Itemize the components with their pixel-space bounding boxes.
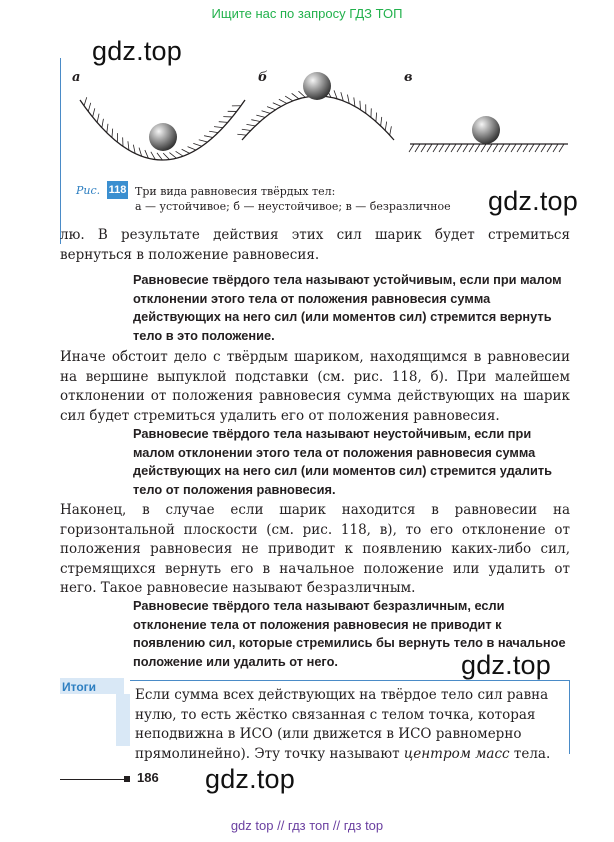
caption-line-1: Три вида равновесия твёрдых тел: — [135, 185, 336, 198]
support-hatch — [390, 126, 392, 135]
figure-label-v: в — [404, 70, 413, 85]
definition-stable: Равновесие твёрдого тела называют устойчивым, если при малом отклонении этого тела от положения равновесия сумма действующих на него сил (или моментов сил) стремится вернуть тело в это положение. — [133, 272, 562, 343]
caption-label: Рис. — [76, 184, 101, 197]
paragraph-3: Наконец, в случае если шарик находится в равновесии на горизонтальной плоскости (см. рис. 118, в), то его отклонение от положения равновесия не приводит к появлению каких-либо сил, стремящихся вернуть его в начальное положение или удалить от него. Такое равновесие называют безразличным. — [60, 502, 570, 596]
summary-term: центром масс — [403, 745, 510, 762]
support-hatch — [128, 141, 129, 150]
support-hatch — [553, 144, 558, 152]
support-hatch — [463, 144, 468, 152]
support-hatch — [93, 108, 95, 117]
support-hatch — [445, 144, 450, 152]
support-hatch — [107, 124, 108, 133]
support-hatch — [421, 144, 426, 152]
support-hatch — [415, 144, 420, 152]
support-hatch — [292, 93, 299, 98]
support-hatch — [219, 122, 228, 123]
paragraph-1: лю. В результате действия этих сил шарик будет стремиться вернуться в положение равновесия. — [60, 227, 570, 263]
support-hatch — [298, 91, 305, 97]
support-hatch — [457, 144, 462, 152]
support-hatch — [381, 117, 382, 126]
watermark: gdz.top — [488, 186, 578, 216]
support-hatch — [481, 144, 486, 152]
summary-label: Итоги — [62, 680, 97, 694]
figure-label-a: а — [72, 70, 81, 85]
support-hatch — [256, 115, 265, 117]
support-hatch — [427, 144, 432, 152]
equilibrium-figure — [60, 60, 570, 180]
support-hatch — [541, 144, 546, 152]
ball-indifferent — [472, 116, 500, 144]
support-hatch — [433, 144, 438, 152]
summary-side-bar — [116, 694, 130, 746]
ball-stable — [149, 123, 177, 151]
support-hatch — [209, 131, 218, 132]
support-hatch — [176, 151, 184, 156]
support-hatch — [246, 124, 255, 125]
watermark: gdz.top — [205, 764, 295, 794]
support-hatch — [439, 144, 444, 152]
top-banner-link[interactable]: Ищите нас по запросу ГДЗ ТОП — [211, 6, 403, 21]
support-hatch — [385, 122, 386, 131]
caption-line-2: а — устойчивое; б — неустойчивое; в — безразличное — [135, 200, 451, 213]
figure-label-b: б — [258, 70, 268, 85]
support-hatch — [376, 113, 377, 122]
paragraph-2: Иначе обстоит дело с твёрдым шариком, находящимся в равновесии на вершине выпуклой подставки (см. рис. 118, б). При малейшем отклонении от положения равновесия сумма действующих на шарик сил будет стремиться удалить его от положения равновесия. — [60, 349, 570, 424]
support-hatch — [535, 144, 540, 152]
support-hatch — [451, 144, 456, 152]
support-hatch — [547, 144, 552, 152]
support-hatch — [469, 144, 474, 152]
support-hatch — [267, 107, 275, 110]
page-number-marker — [124, 776, 130, 782]
support-hatch — [559, 144, 564, 152]
support-hatch — [505, 144, 510, 152]
support-hatch — [409, 144, 414, 152]
support-hatch — [199, 140, 208, 142]
support-hatch — [84, 97, 87, 106]
support-hatch — [354, 97, 355, 106]
support-hatch — [88, 103, 90, 112]
support-hatch — [97, 114, 99, 123]
support-hatch — [182, 149, 190, 153]
summary-text: Если сумма всех действующих на твёрдое тело сил равна нулю, то есть жёстко связанная с телом точка, которая неподвижна в ИСО (или движется в ИСО равномерно прямолинейно). Эту точку называют центром масс тела. — [135, 687, 551, 762]
support-hatch — [193, 143, 202, 146]
watermark: gdz.top — [92, 36, 182, 66]
definition-unstable: Равновесие твёрдого тела называют неустойчивым, если при малом отклонении этого тела от положения равновесия сумма действующих на него сил (или моментов сил) стремится удалить тело от положения равновесия. — [133, 426, 552, 497]
page-number: 186 — [137, 770, 159, 785]
ball-unstable — [303, 72, 331, 100]
support-hatch — [251, 120, 260, 122]
flat-support — [409, 144, 568, 152]
support-hatch — [273, 103, 281, 107]
support-hatch — [529, 144, 534, 152]
support-hatch — [360, 101, 361, 110]
page-number-rule — [60, 779, 124, 780]
definition-indifferent: Равновесие твёрдого тела называют безразличным, если отклонение тела от положения равновесия не приводит к появлению сил, которые стремились бы вернуть тело в начальное положение или удалить от него. — [133, 598, 566, 669]
support-hatch — [475, 144, 480, 152]
support-hatch — [242, 129, 251, 130]
support-hatch — [204, 136, 213, 138]
support-hatch — [279, 99, 287, 103]
support-hatch — [511, 144, 516, 152]
support-hatch — [112, 129, 113, 138]
support-hatch — [499, 144, 504, 152]
figure-number-badge: 118 — [107, 181, 128, 199]
support-hatch — [188, 147, 196, 150]
watermark: gdz.top — [461, 650, 551, 680]
support-hatch — [487, 144, 492, 152]
support-hatch — [157, 153, 162, 160]
support-hatch — [517, 144, 522, 152]
support-hatch — [523, 144, 528, 152]
figure-caption — [135, 184, 451, 214]
support-hatch — [285, 96, 293, 101]
support-hatch — [262, 111, 271, 114]
support-hatch — [102, 119, 104, 128]
footer-links[interactable]: gdz top // гдз топ // гдз top — [230, 818, 384, 833]
support-hatch — [163, 153, 169, 159]
support-hatch — [214, 127, 223, 128]
support-hatch — [493, 144, 498, 152]
support-hatch — [237, 134, 246, 135]
support-hatch — [169, 153, 176, 159]
